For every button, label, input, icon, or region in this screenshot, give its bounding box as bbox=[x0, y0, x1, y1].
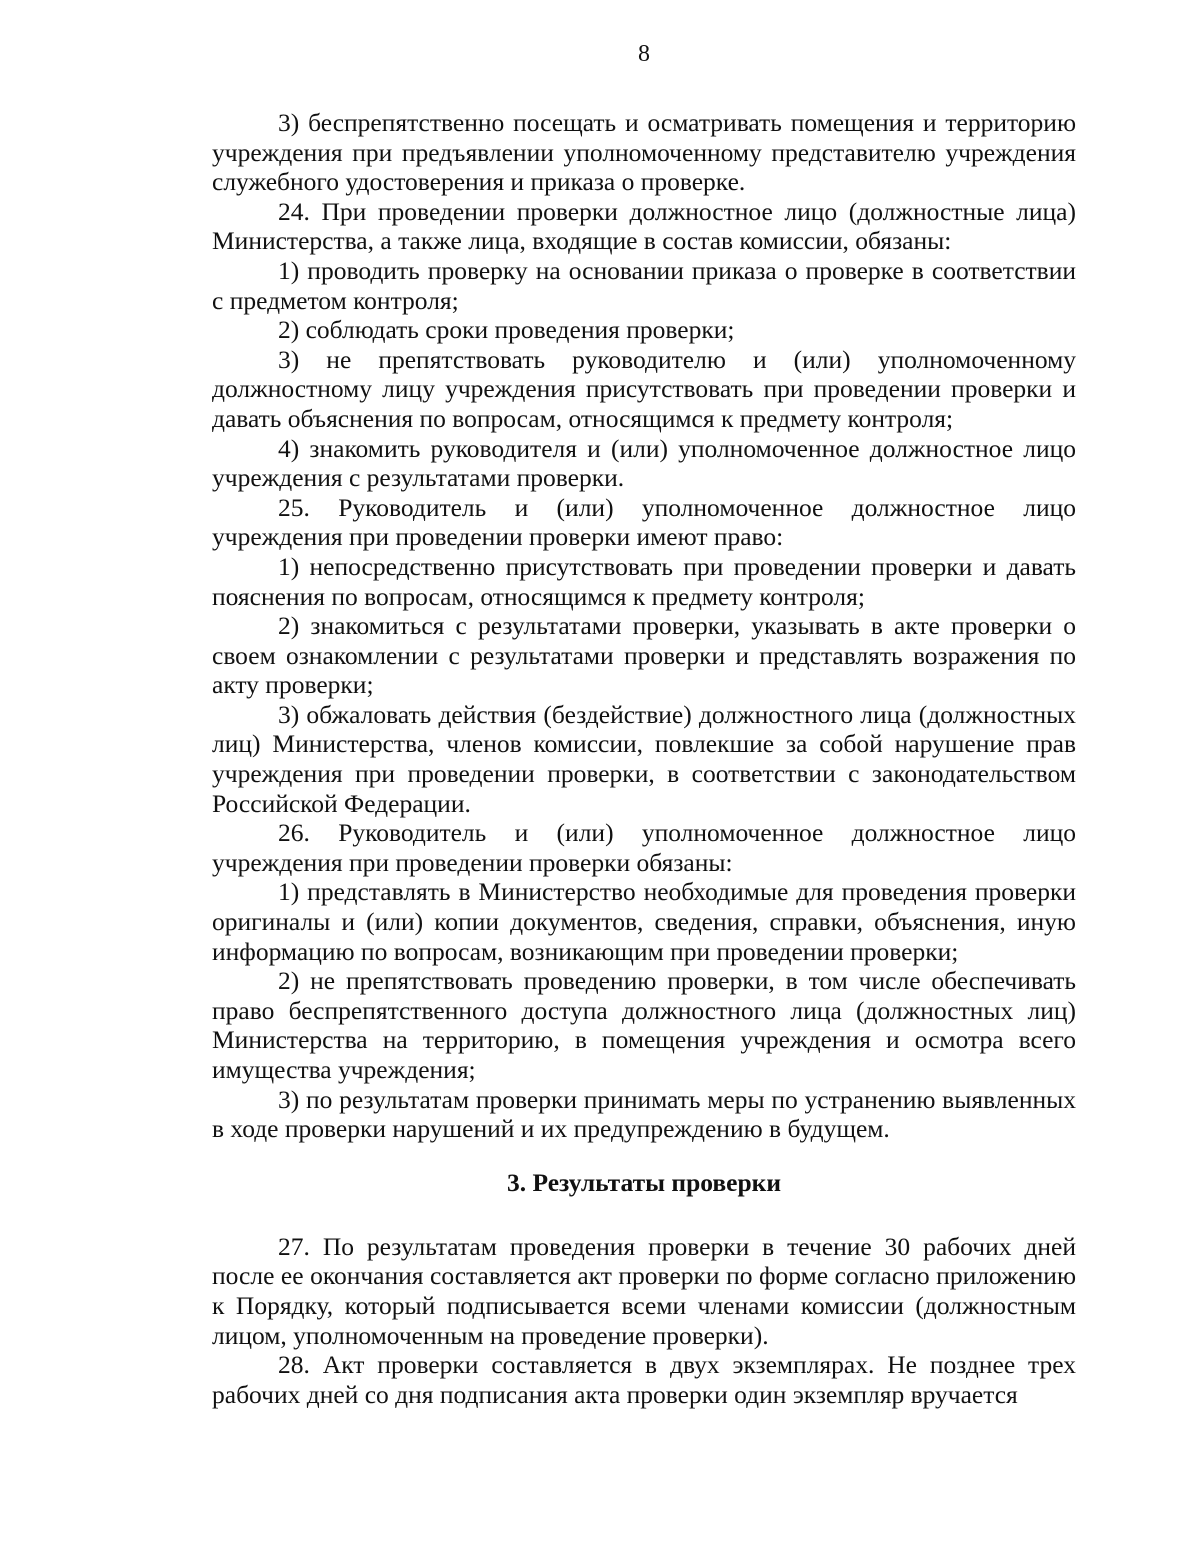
document-body bbox=[212, 108, 1076, 1409]
paragraph: 25. Руководитель и (или) уполномоченное должностное лицо учреждения при проведении проверки имеют право: bbox=[212, 492, 1076, 552]
paragraph: 28. Акт проверки составляется в двух экземплярах. Не позднее трех рабочих дней со дня подписания акта проверки один экземпляр вручается bbox=[212, 1350, 1076, 1409]
paragraph: 1) непосредственно присутствовать при проведении проверки и давать пояснения по вопросам, относящимся к предмету контроля; bbox=[212, 551, 1076, 611]
paragraph: 2) не препятствовать проведению проверки, в том числе обеспечивать право беспрепятственного доступа должностного лица (должностных лиц) Министерства на территорию, в помещения учреждения и осмотра всего имущества учреждения; bbox=[212, 966, 1076, 1084]
paragraph: 2) соблюдать сроки проведения проверки; bbox=[278, 315, 735, 345]
paragraph: 1) представлять в Министерство необходимые для проведения проверки оригиналы и (или) копии документов, сведения, справки, объяснения, иную информацию по вопросам, возникающим при проведении проверки; bbox=[212, 877, 1076, 966]
paragraph: 4) знакомить руководителя и (или) уполномоченное должностное лицо учреждения с результатами проверки. bbox=[212, 433, 1076, 493]
paragraph: 1) проводить проверку на основании приказа о проверке в соответствии с предметом контроля; bbox=[212, 255, 1076, 315]
page-number: 8 bbox=[638, 41, 650, 67]
paragraph: 2) знакомиться с результатами проверки, указывать в акте проверки о своем ознакомлении с результатами проверки и представлять возражения по акту проверки; bbox=[212, 611, 1076, 700]
section-heading: 3. Результаты проверки bbox=[506, 1167, 782, 1197]
paragraph: 26. Руководитель и (или) уполномоченное должностное лицо учреждения при проведении проверки обязаны: bbox=[212, 818, 1076, 877]
paragraph: 24. При проведении проверки должностное лицо (должностные лица) Министерства, а также лица, входящие в состав комиссии, обязаны: bbox=[212, 196, 1076, 256]
paragraph: 3) обжаловать действия (бездействие) должностного лица (должностных лиц) Министерства, членов комиссии, повлекшие за собой нарушение прав учреждения при проведении проверки, в соответствии с законодательством Российской Федерации. bbox=[212, 699, 1076, 818]
paragraph: 3) по результатам проверки принимать меры по устранению выявленных в ходе проверки нарушений и их предупреждению в будущем. bbox=[212, 1084, 1076, 1144]
paragraph: 3) не препятствовать руководителю и (или) уполномоченному должностному лицу учреждения присутствовать при проведении проверки и давать объяснения по вопросам, относящимся к предмету контроля; bbox=[212, 344, 1076, 433]
paragraph: 3) беспрепятственно посещать и осматривать помещения и территорию учреждения при предъявлении уполномоченному представителю учреждения служебного удостоверения и приказа о проверке. bbox=[212, 108, 1076, 197]
paragraph: 27. По результатам проведения проверки в течение 30 рабочих дней после ее окончания составляется акт проверки по форме согласно приложению к Порядку, который подписывается всеми членами комиссии (должностным лицом, уполномоченным на проведение проверки). bbox=[212, 1231, 1076, 1350]
